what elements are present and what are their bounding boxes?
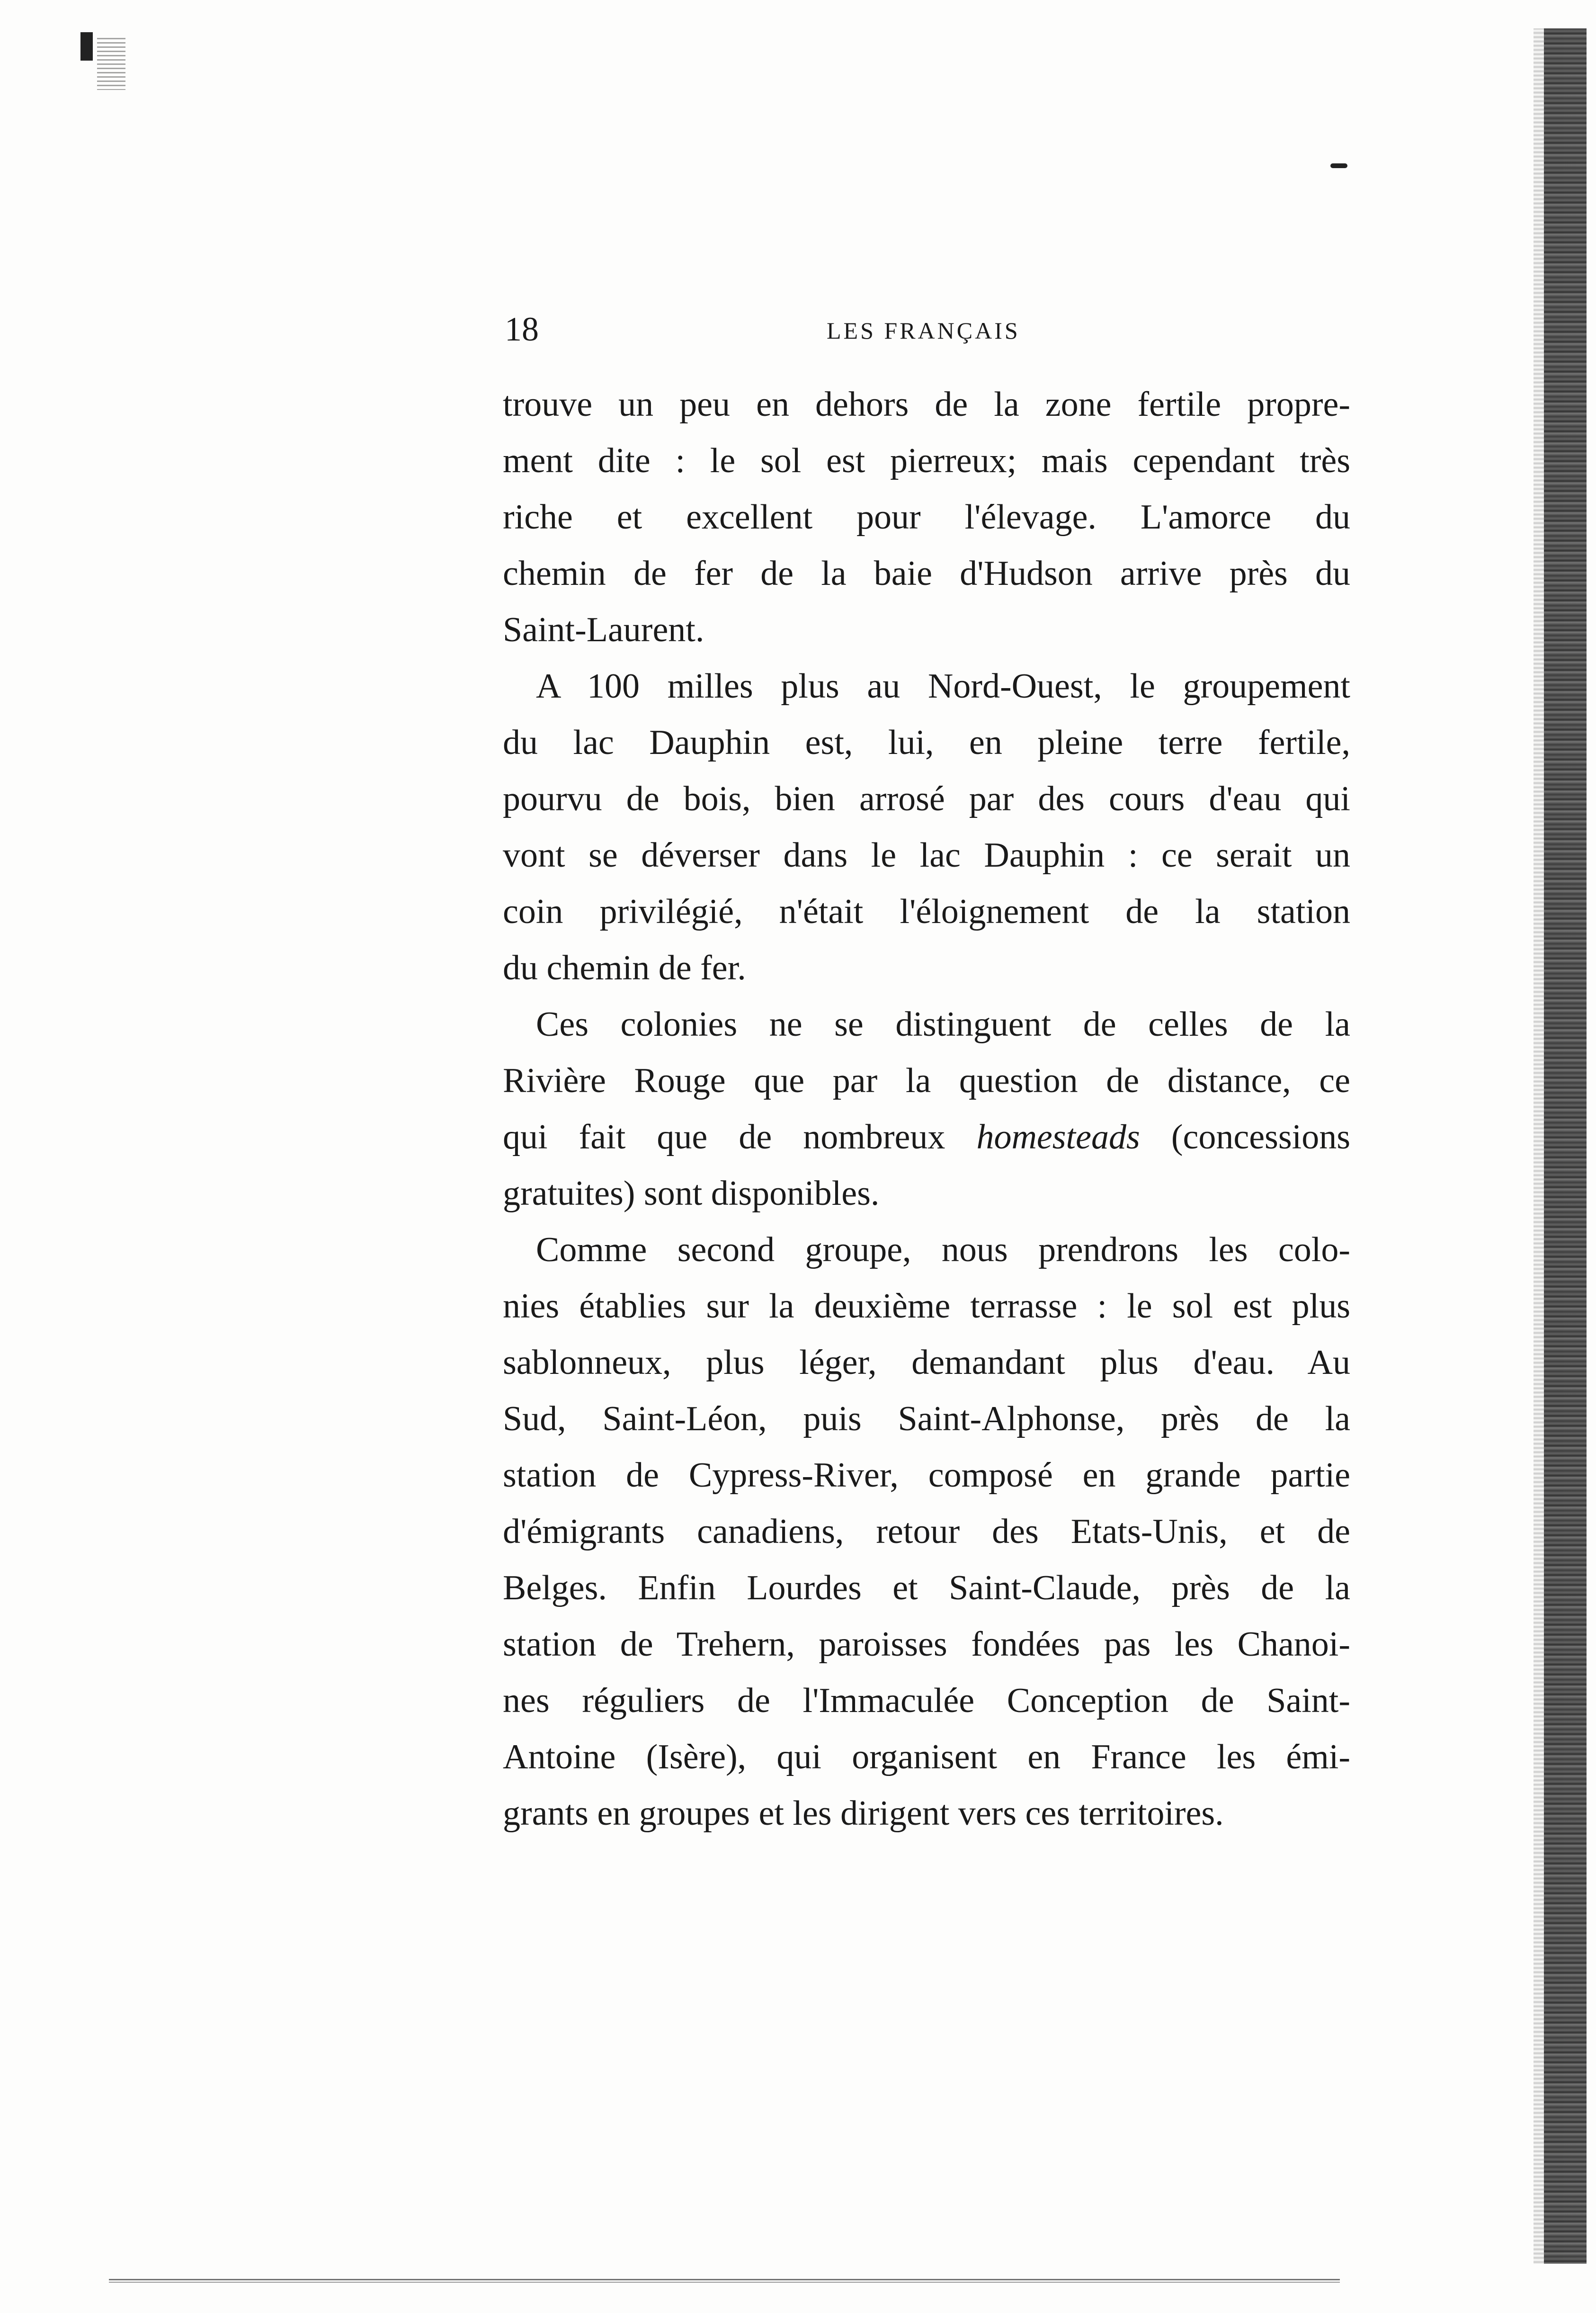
- scan-artifact-mark: [80, 32, 93, 61]
- text-line: trouve un peu en dehors de la zone fertile propre-: [503, 385, 1350, 424]
- text-line: pourvu de bois, bien arrosé par des cours d'eau qui: [503, 780, 1350, 818]
- text-line: A 100 milles plus au Nord-Ouest, le groupement: [536, 667, 1350, 706]
- text-line: Saint-Laurent.: [503, 610, 704, 649]
- text-line: Sud, Saint-Léon, puis Saint-Alphonse, près de la: [503, 1399, 1350, 1438]
- text-line: grants en groupes et les dirigent vers ces territoires.: [503, 1794, 1224, 1833]
- text-line: vont se déverser dans le lac Dauphin : ce serait un: [503, 836, 1350, 875]
- text-line: sablonneux, plus léger, demandant plus d'eau. Au: [503, 1343, 1350, 1382]
- text-line: nies établies sur la deuxième terrasse : le sol est plus: [503, 1287, 1350, 1326]
- paragraph: [503, 377, 1350, 658]
- text-line: d'émigrants canadiens, retour des Etats-Unis, et de: [503, 1512, 1350, 1551]
- text-span: (concessions: [1140, 1118, 1350, 1156]
- body-text: [503, 377, 1350, 1842]
- text-line: du chemin de fer.: [503, 949, 746, 987]
- text-line: ment dite : le sol est pierreux; mais cependant très: [503, 441, 1350, 480]
- italic-term: homesteads: [976, 1118, 1140, 1156]
- text-line: Antoine (Isère), qui organisent en France les émi-: [503, 1738, 1350, 1776]
- text-span: qui fait que de nombreux: [503, 1118, 977, 1156]
- running-title: LES FRANÇAIS: [827, 317, 1020, 344]
- text-line: station de Cypress-River, composé en grande partie: [503, 1456, 1350, 1495]
- scan-artifact-bottom-rule: [109, 2279, 1340, 2284]
- text-line: Ces colonies ne se distinguent de celles de la: [536, 1005, 1350, 1044]
- text-line: gratuites) sont disponibles.: [503, 1174, 880, 1213]
- text-line: station de Trehern, paroisses fondées pas les Chanoi-: [503, 1625, 1350, 1664]
- text-line: du lac Dauphin est, lui, en pleine terre fertile,: [503, 723, 1350, 762]
- text-line: chemin de fer de la baie d'Hudson arrive près du: [503, 554, 1350, 593]
- scan-artifact-dash: [1330, 163, 1347, 168]
- text-line: riche et excellent pour l'élevage. L'amorce du: [503, 498, 1350, 537]
- scan-artifact-specks: [97, 38, 125, 90]
- text-line-with-italic: [503, 1109, 1350, 1165]
- text-line: Comme second groupe, nous prendrons les colo-: [536, 1230, 1350, 1269]
- text-line: Belges. Enfin Lourdes et Saint-Claude, près de la: [503, 1569, 1350, 1607]
- paragraph: [503, 996, 1350, 1222]
- book-binding-edge: [1544, 28, 1587, 2264]
- page-number: 18: [505, 310, 539, 348]
- text-line: Rivière Rouge que par la question de distance, ce: [503, 1061, 1350, 1100]
- text-line: nes réguliers de l'Immaculée Conception de Saint-: [503, 1681, 1350, 1720]
- text-line: coin privilégié, n'était l'éloignement de la station: [503, 892, 1350, 931]
- paragraph: [503, 1222, 1350, 1842]
- running-header: [505, 308, 1347, 350]
- paragraph: [503, 658, 1350, 996]
